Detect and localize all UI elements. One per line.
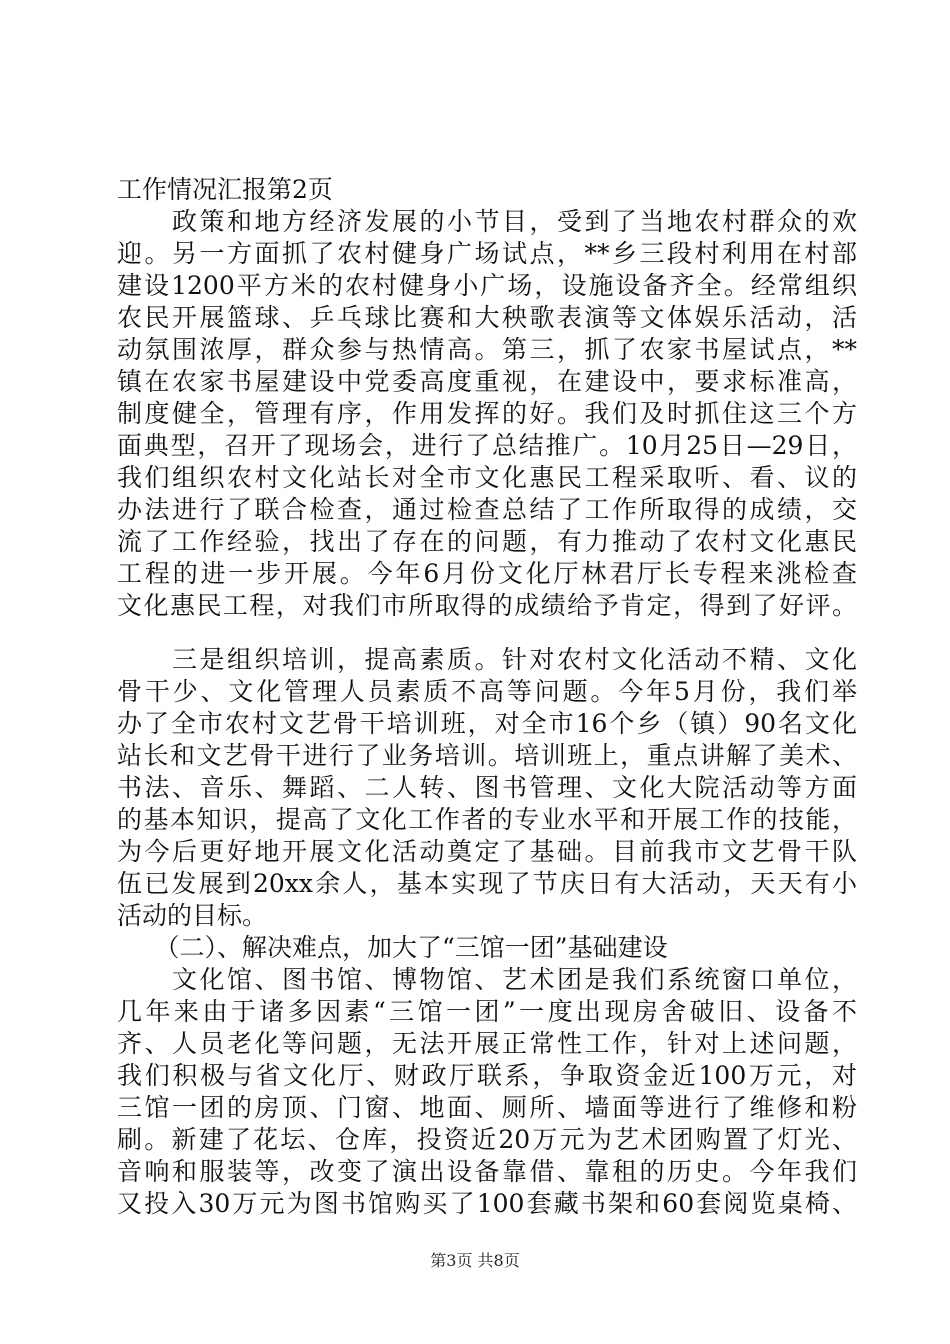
paragraph-line: 我们组织农村文化站长对全市文化惠民工程采取听、看、议的 (117, 463, 857, 492)
paragraph-line: 伍已发展到20xx余人，基本实现了节庆日有大活动，天天有小 (117, 869, 857, 898)
paragraph-line: 办了全市农村文艺骨干培训班，对全市16个乡（镇）90名文化 (117, 709, 857, 738)
paragraph-line: 文化馆、图书馆、博物馆、艺术团是我们系统窗口单位， (117, 965, 857, 994)
paragraph-line: 音响和服装等，改变了演出设备靠借、靠租的历史。今年我们 (117, 1157, 857, 1186)
paragraph-line: 迎。另一方面抓了农村健身广场试点，**乡三段村利用在村部 (117, 239, 857, 268)
paragraph-line: 站长和文艺骨干进行了业务培训。培训班上，重点讲解了美术、 (117, 741, 857, 770)
paragraph-line: 面典型，召开了现场会，进行了总结推广。10月25日—29日， (117, 431, 857, 460)
paragraph-line: 几年来由于诸多因素“三馆一团”一度出现房舍破旧、设备不 (117, 997, 857, 1026)
paragraph-line: 刷。新建了花坛、仓库，投资近20万元为艺术团购置了灯光、 (117, 1125, 857, 1154)
paragraph-line: 三馆一团的房顶、门窗、地面、厕所、墙面等进行了维修和粉 (117, 1093, 857, 1122)
paragraph-line: 骨干少、文化管理人员素质不高等问题。今年5月份，我们举 (117, 677, 857, 706)
paragraph-line: 又投入30万元为图书馆购买了100套藏书架和60套阅览桌椅、 (117, 1189, 857, 1218)
paragraph-line: 镇在农家书屋建设中党委高度重视，在建设中，要求标准高， (117, 367, 857, 396)
paragraph-line: 农民开展篮球、乒乓球比赛和大秧歌表演等文体娱乐活动，活 (117, 303, 857, 332)
paragraph-line: 制度健全，管理有序，作用发挥的好。我们及时抓住这三个方 (117, 399, 857, 428)
paragraph-line: 工程的进一步开展。今年6月份文化厅林君厅长专程来洮检查 (117, 559, 857, 588)
page-footer: 第3页 共8页 (430, 1251, 520, 1270)
paragraph-line: 书法、音乐、舞蹈、二人转、图书管理、文化大院活动等方面 (117, 773, 857, 802)
page-header: 工作情况汇报第2页 (117, 175, 333, 204)
paragraph-line: 活动的目标。 (117, 901, 268, 930)
paragraph-line: 办法进行了联合检查，通过检查总结了工作所取得的成绩，交 (117, 495, 857, 524)
paragraph-line: 我们积极与省文化厅、财政厅联系，争取资金近100万元，对 (117, 1061, 857, 1090)
paragraph-line: 建设1200平方米的农村健身小广场，设施设备齐全。经常组织 (117, 271, 857, 300)
paragraph-line: 齐、人员老化等问题，无法开展正常性工作，针对上述问题， (117, 1029, 857, 1058)
paragraph-line: 三是组织培训，提高素质。针对农村文化活动不精、文化 (117, 645, 857, 674)
paragraph-line: 流了工作经验，找出了存在的问题，有力推动了农村文化惠民 (117, 527, 857, 556)
paragraph-line: 的基本知识，提高了文化工作者的专业水平和开展工作的技能， (117, 805, 857, 834)
paragraph-line: 文化惠民工程，对我们市所取得的成绩给予肯定，得到了好评。 (117, 591, 857, 620)
section-heading: （二）、解决难点，加大了“三馆一团”基础建设 (117, 933, 668, 962)
paragraph-line: 动氛围浓厚，群众参与热情高。第三，抓了农家书屋试点，** (117, 335, 857, 364)
paragraph-line: 为今后更好地开展文化活动奠定了基础。目前我市文艺骨干队 (117, 837, 857, 866)
paragraph-line: 政策和地方经济发展的小节目，受到了当地农村群众的欢 (117, 207, 857, 236)
